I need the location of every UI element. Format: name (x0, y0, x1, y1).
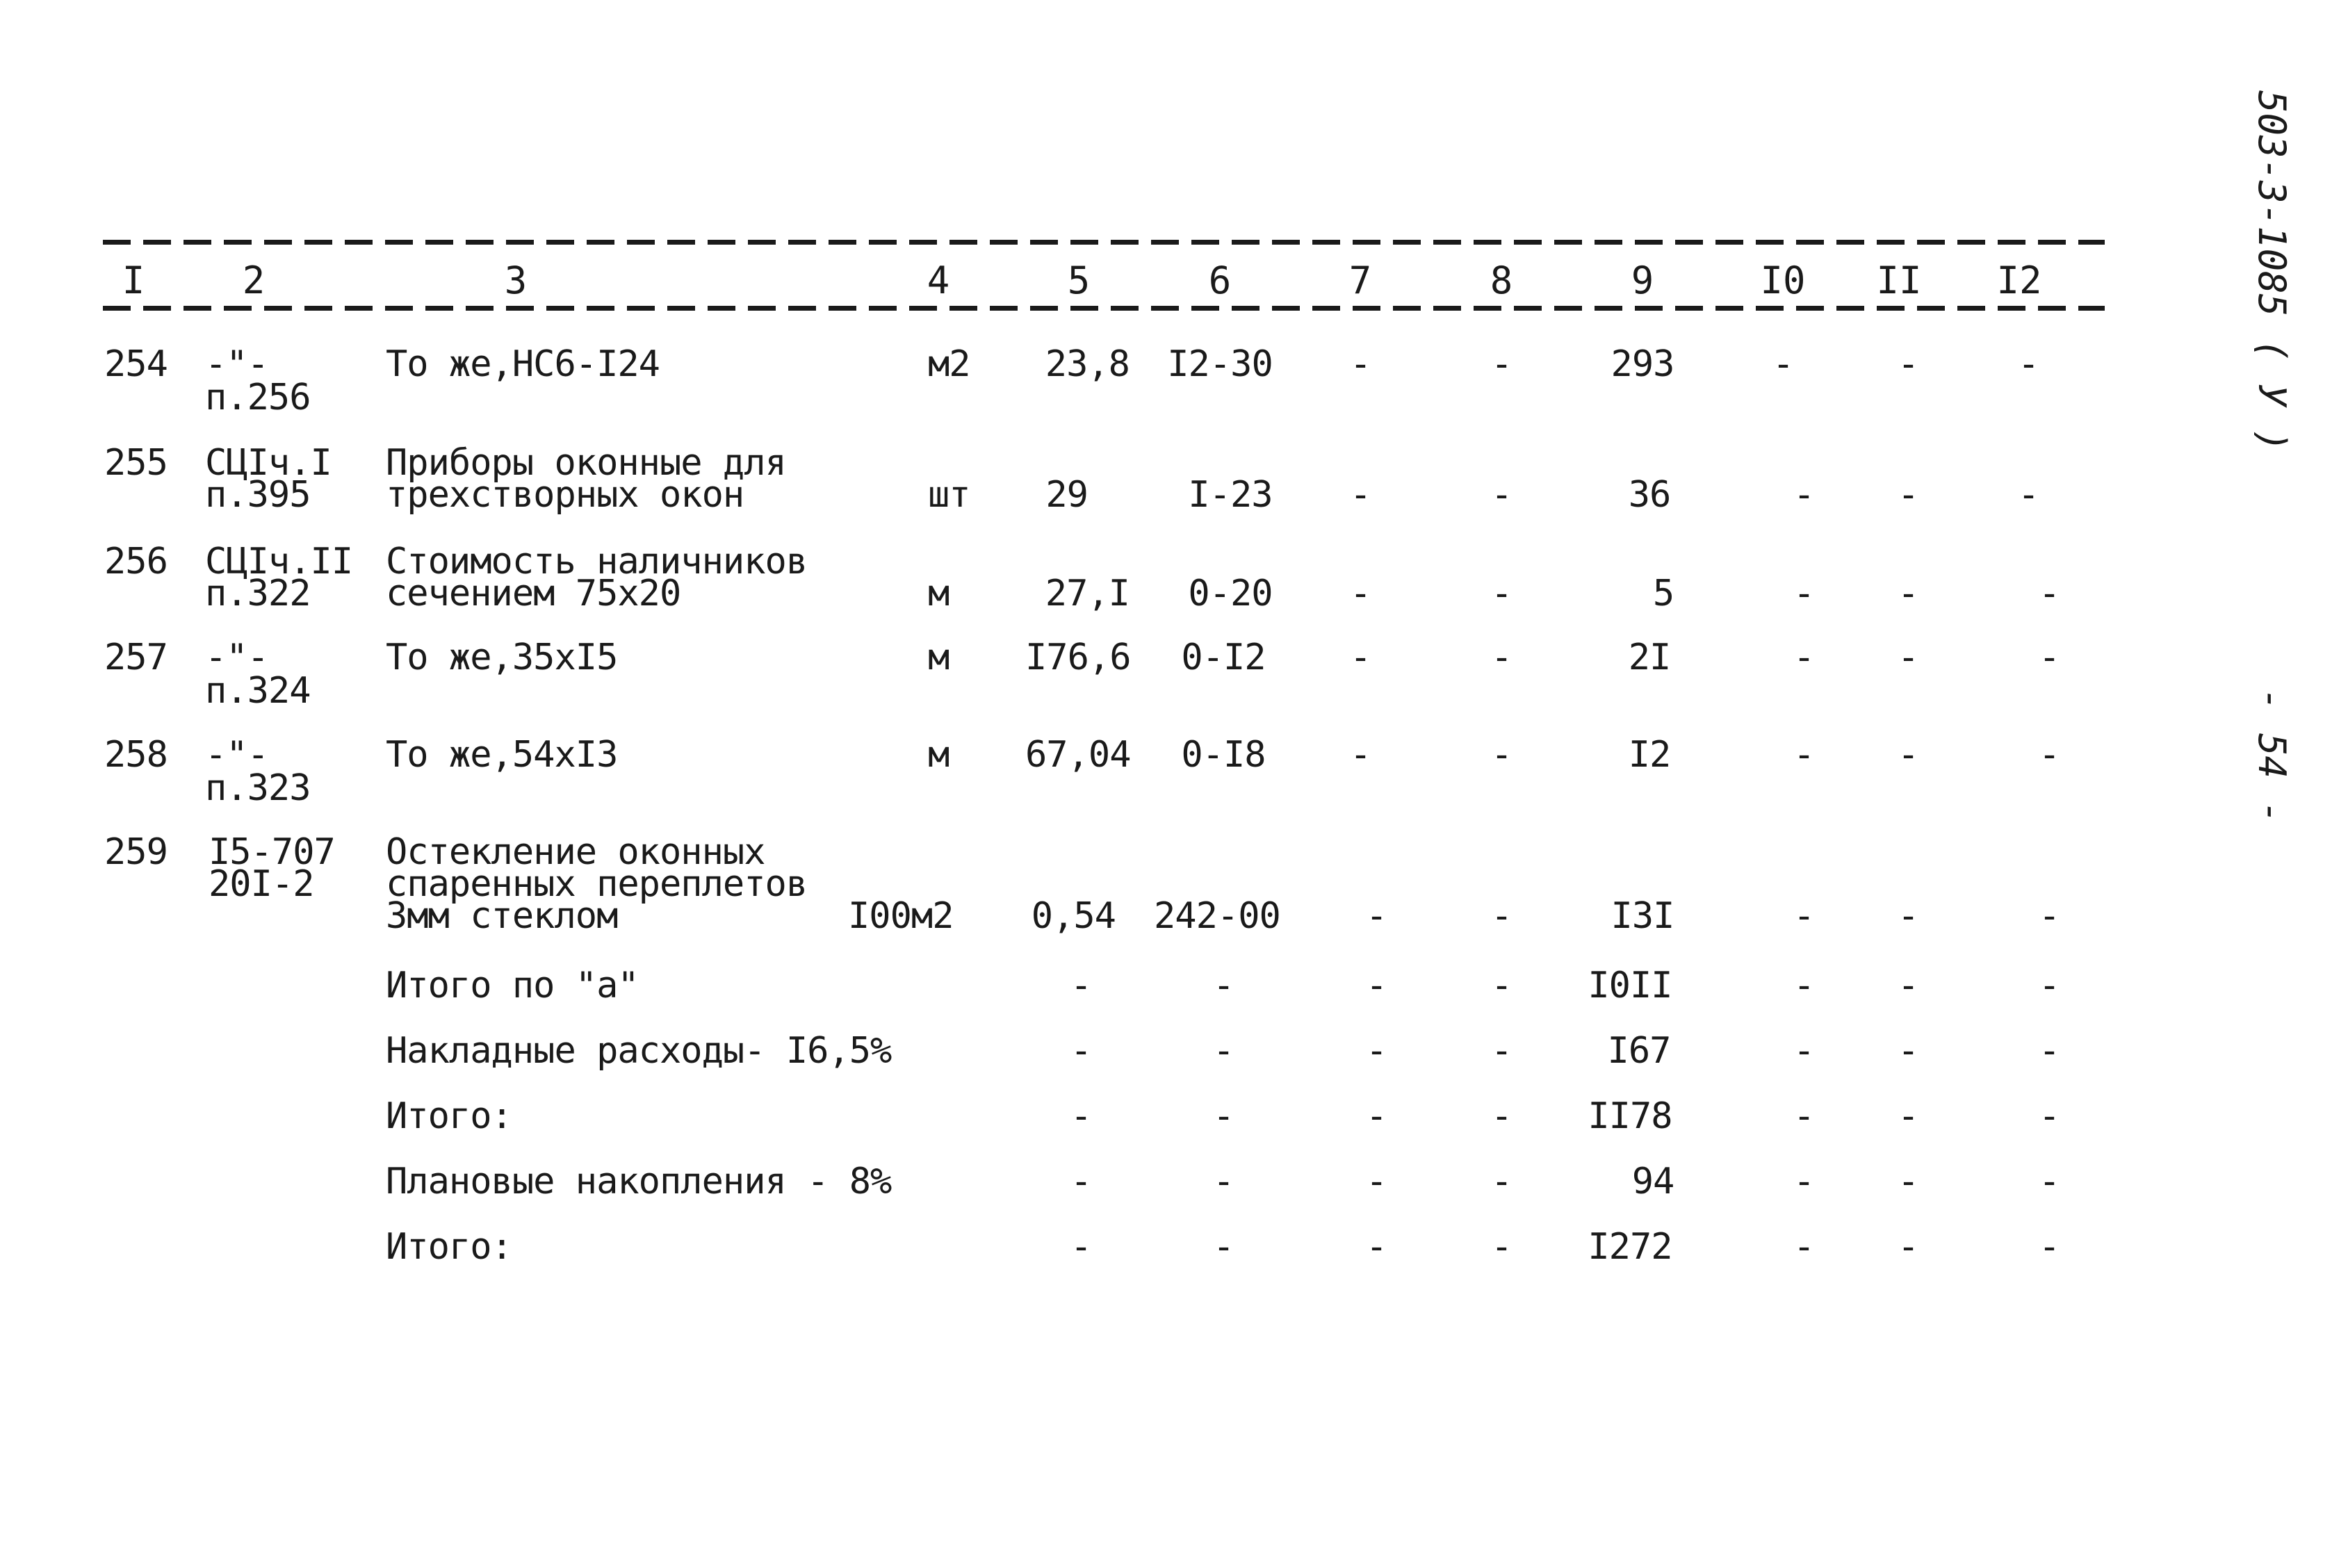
reference-line-2: п.323 (205, 767, 311, 809)
total-cost: 36 (1628, 474, 1671, 516)
col11: - (1897, 1095, 1919, 1137)
col7: - (1365, 895, 1387, 937)
total-label: Плановые накопления - 8% (386, 1161, 892, 1202)
reference-line-1: -"- (205, 343, 268, 385)
column-header: 5 (1067, 259, 1091, 302)
unit-price: 242-00 (1154, 895, 1280, 937)
total-cost: I2 (1628, 734, 1671, 776)
col5: - (1070, 1030, 1092, 1072)
column-header: 8 (1490, 259, 1513, 302)
quantity: 27,I (1045, 573, 1130, 614)
col7: - (1349, 734, 1371, 776)
description-line: Стоимость наличников (386, 541, 808, 582)
total-cost: 293 (1611, 343, 1674, 385)
reference-line-2: 20I-2 (209, 863, 314, 905)
col12: - (2017, 343, 2039, 385)
col5: - (1070, 965, 1092, 1006)
reference-line-1: -"- (205, 734, 268, 776)
col10: - (1793, 573, 1815, 614)
col12: - (2038, 637, 2060, 678)
col11: - (1897, 734, 1919, 776)
description-line: сечением 75х20 (386, 573, 681, 614)
reference-line-2: п.256 (205, 377, 311, 418)
total-label: Накладные расходы- I6,5% (386, 1030, 892, 1072)
col6: - (1212, 1095, 1234, 1137)
total-cost: I272 (1588, 1226, 1672, 1268)
col8: - (1490, 573, 1513, 614)
description-line: Остекление оконных (386, 831, 765, 873)
row-number: 254 (104, 343, 168, 385)
col6: - (1212, 1161, 1234, 1202)
reference-line-1: СЦIч.II (205, 541, 353, 582)
col11: - (1897, 474, 1919, 516)
col12: - (2038, 1226, 2060, 1268)
col5: - (1070, 1161, 1092, 1202)
col6: - (1212, 1226, 1234, 1268)
col8: - (1490, 1030, 1513, 1072)
quantity: 0,54 (1031, 895, 1116, 937)
reference-line-2: п.324 (205, 670, 311, 712)
document-code: 503-3-1085 ( У ) (2250, 90, 2294, 452)
col7: - (1365, 1161, 1387, 1202)
unit: I00м2 (848, 895, 954, 937)
column-header: 6 (1208, 259, 1232, 302)
unit-price: I-23 (1188, 474, 1273, 516)
col12: - (2038, 573, 2060, 614)
unit: м (928, 573, 949, 614)
col10: - (1772, 343, 1794, 385)
unit-price: 0-20 (1188, 573, 1273, 614)
col12: - (2038, 734, 2060, 776)
col10: - (1793, 1095, 1815, 1137)
total-label: Итого: (386, 1226, 512, 1268)
col8: - (1490, 895, 1513, 937)
header-bottom-rule (103, 306, 2105, 311)
column-header: I2 (1996, 259, 2042, 302)
unit-price: 0-I8 (1181, 734, 1266, 776)
col5: - (1070, 1095, 1092, 1137)
col11: - (1897, 637, 1919, 678)
total-cost: I0II (1588, 965, 1672, 1006)
quantity: I76,6 (1025, 637, 1131, 678)
col7: - (1365, 1226, 1387, 1268)
row-number: 258 (104, 734, 168, 776)
col11: - (1897, 573, 1919, 614)
description-line: Приборы оконные для (386, 442, 786, 484)
col12: - (2038, 1030, 2060, 1072)
col11: - (1897, 343, 1919, 385)
col6: - (1212, 965, 1234, 1006)
total-label: Итого: (386, 1095, 512, 1137)
col11: - (1897, 895, 1919, 937)
column-header: 3 (504, 259, 528, 302)
column-header: I (122, 259, 145, 302)
unit-price: 0-I2 (1181, 637, 1266, 678)
col7: - (1349, 637, 1371, 678)
total-cost: I67 (1607, 1030, 1671, 1072)
reference-line-2: п.322 (205, 573, 311, 614)
reference-line-1: -"- (205, 637, 268, 678)
col8: - (1490, 637, 1513, 678)
column-header: 7 (1348, 259, 1372, 302)
description-line: спаренных переплетов (386, 863, 808, 905)
col7: - (1365, 965, 1387, 1006)
total-cost: 94 (1631, 1161, 1674, 1202)
reference-line-1: СЦIч.I (205, 442, 332, 484)
col10: - (1793, 895, 1815, 937)
total-cost: I3I (1611, 895, 1674, 937)
description-line: То же,54хI3 (386, 734, 618, 776)
col11: - (1897, 1226, 1919, 1268)
total-cost: II78 (1588, 1095, 1672, 1137)
col10: - (1793, 474, 1815, 516)
col10: - (1793, 1030, 1815, 1072)
description-line: 3мм стеклом (386, 895, 618, 937)
quantity: 23,8 (1045, 343, 1130, 385)
quantity: 29 (1045, 474, 1088, 516)
row-number: 259 (104, 831, 168, 873)
unit-price: I2-30 (1167, 343, 1273, 385)
col10: - (1793, 965, 1815, 1006)
col11: - (1897, 1161, 1919, 1202)
column-header: II (1876, 259, 1922, 302)
column-header: 2 (242, 259, 266, 302)
description-line: То же,35хI5 (386, 637, 618, 678)
col10: - (1793, 734, 1815, 776)
quantity: 67,04 (1025, 734, 1131, 776)
col8: - (1490, 1095, 1513, 1137)
col8: - (1490, 965, 1513, 1006)
col8: - (1490, 343, 1513, 385)
col12: - (2038, 965, 2060, 1006)
col7: - (1349, 343, 1371, 385)
col10: - (1793, 1226, 1815, 1268)
description-line: То же,НС6-I24 (386, 343, 660, 385)
col5: - (1070, 1226, 1092, 1268)
header-top-rule (103, 240, 2105, 245)
col10: - (1793, 1161, 1815, 1202)
col11: - (1897, 965, 1919, 1006)
col7: - (1365, 1030, 1387, 1072)
col7: - (1365, 1095, 1387, 1137)
column-header: 9 (1631, 259, 1654, 302)
col12: - (2038, 895, 2060, 937)
col12: - (2038, 1161, 2060, 1202)
total-cost: 2I (1628, 637, 1671, 678)
col12: - (2017, 474, 2039, 516)
page-number: - 54 - (2250, 688, 2294, 824)
col8: - (1490, 1226, 1513, 1268)
col8: - (1490, 734, 1513, 776)
total-cost: 5 (1652, 573, 1674, 614)
col8: - (1490, 1161, 1513, 1202)
row-number: 257 (104, 637, 168, 678)
reference-line-2: п.395 (205, 474, 311, 516)
row-number: 255 (104, 442, 168, 484)
col7: - (1349, 573, 1371, 614)
column-header: I0 (1760, 259, 1806, 302)
total-label: Итого по "а" (386, 965, 639, 1006)
col11: - (1897, 1030, 1919, 1072)
row-number: 256 (104, 541, 168, 582)
col10: - (1793, 637, 1815, 678)
unit: м (928, 637, 949, 678)
col8: - (1490, 474, 1513, 516)
col7: - (1349, 474, 1371, 516)
description-line: трехстворных окон (386, 474, 744, 516)
unit: шт (928, 474, 970, 516)
col12: - (2038, 1095, 2060, 1137)
unit: м2 (928, 343, 970, 385)
reference-line-1: I5-707 (209, 831, 335, 873)
col6: - (1212, 1030, 1234, 1072)
column-header: 4 (927, 259, 950, 302)
unit: м (928, 734, 949, 776)
